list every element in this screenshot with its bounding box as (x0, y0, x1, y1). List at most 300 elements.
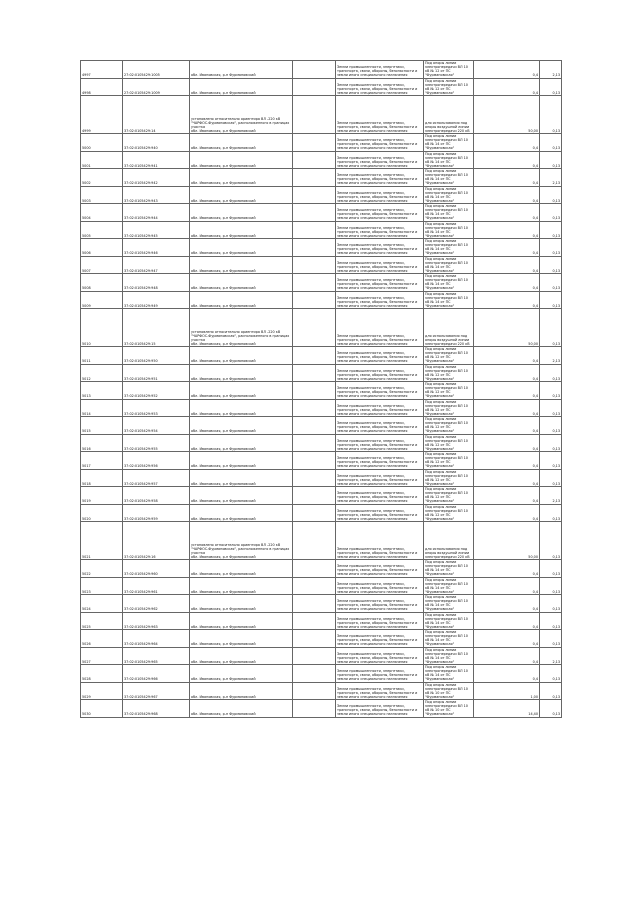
address-cell (190, 665, 293, 683)
address: обл. Ивановская, р-н Фурмановский (191, 128, 256, 133)
address: обл. Ивановская, р-н Фурмановский (191, 624, 256, 629)
cadastral-number: 37:02:0105429:965 (123, 647, 190, 665)
empty-cell (293, 487, 336, 505)
address: обл. Ивановская, р-н Фурмановский (191, 712, 256, 717)
cadastral-number: 37:02:0105429:966 (123, 665, 190, 683)
area-value: 0,4 (474, 61, 540, 79)
values-cell (540, 612, 562, 630)
address: обл. Ивановская, р-н Фурмановский (191, 163, 256, 168)
address: обл. Ивановская, р-н Фурмановский (191, 481, 256, 486)
address: обл. Ивановская, р-н Фурмановский (191, 90, 256, 95)
area-value: 0,4 (474, 417, 540, 435)
land-category: Земли промышленности, энергетики, транспорта, связи, обороны, безопасности и земли иного специального назначения (336, 169, 424, 187)
land-category: Земли промышленности, энергетики, транспорта, связи, обороны, безопасности и земли иного специального назначения (336, 452, 424, 470)
land-category: Земли промышленности, энергетики, транспорта, связи, обороны, безопасности и земли иного специального назначения (336, 274, 424, 292)
permitted-use: Под опоры линии электропередачи ВЛ 10 кВ № 12 от ПС "Фурмановская" (424, 61, 474, 79)
table-row (81, 96, 562, 134)
rate-value: 2,13 (552, 499, 560, 504)
table-row (81, 186, 562, 204)
address-cell (190, 417, 293, 435)
table-row (81, 487, 562, 505)
row-number: 5018 (81, 469, 123, 487)
area-value: 0,4 (474, 469, 540, 487)
land-category: Земли промышленности, энергетики, транспорта, связи, обороны, безопасности и земли иного специального назначения (336, 61, 424, 79)
land-plots-table (80, 60, 562, 718)
area-value: 0,4 (474, 504, 540, 522)
row-number: 5030 (81, 700, 123, 718)
address-cell (190, 239, 293, 257)
permitted-use: Под опоры линии электропередачи ВЛ 10 кВ № 14 от ПС "Фурмановская" (424, 560, 474, 578)
permitted-use: Под опоры линии электропередачи ВЛ 10 кВ № 14 от ПС "Фурмановская" (424, 291, 474, 309)
values-cell (540, 504, 562, 522)
cadastral-number: 37:02:0105429:945 (123, 221, 190, 239)
land-category: Земли промышленности, энергетики, транспорта, связи, обороны, безопасности и земли иного специального назначения (336, 96, 424, 134)
table-row (81, 577, 562, 595)
address-cell (190, 452, 293, 470)
land-category: Земли промышленности, энергетики, транспорта, связи, обороны, безопасности и земли иного специального назначения (336, 382, 424, 400)
cadastral-number: 37:02:0105429:952 (123, 382, 190, 400)
permitted-use: Под опоры линии электропередачи ВЛ 10 кВ № 12 от ПС "Фурмановская" (424, 399, 474, 417)
row-number: 5026 (81, 630, 123, 648)
area-value: 0,4 (474, 364, 540, 382)
permitted-use: Под опоры линии электропередачи ВЛ 10 кВ № 14 от ПС "Фурмановская" (424, 221, 474, 239)
permitted-use: Под опоры линии электропередачи ВЛ 10 кВ № 14 от ПС "Фурмановская" (424, 647, 474, 665)
empty-cell (293, 274, 336, 292)
address: обл. Ивановская, р-н Фурмановский (191, 607, 256, 612)
area-value: 0,4 (474, 134, 540, 152)
values-cell (540, 630, 562, 648)
address-cell (190, 151, 293, 169)
address: обл. Ивановская, р-н Фурмановский (191, 411, 256, 416)
address-cell (190, 309, 293, 347)
address: обл. Ивановская, р-н Фурмановский (191, 286, 256, 291)
empty-cell (293, 221, 336, 239)
land-category: Земли промышленности, энергетики, транспорта, связи, обороны, безопасности и земли иного специального назначения (336, 239, 424, 257)
land-category: Земли промышленности, энергетики, транспорта, связи, обороны, безопасности и земли иного специального назначения (336, 309, 424, 347)
address-cell (190, 577, 293, 595)
location-note: установлено относительно ориентира ВЛ -220 кВ "ЧАРФОС-Фурмановская", расположенного в границах участка (191, 116, 290, 129)
permitted-use: Под опоры линии электропередачи ВЛ 10 кВ № 14 от ПС "Фурмановская" (424, 630, 474, 648)
rate-value: 0,13 (552, 411, 560, 416)
permitted-use: Под опоры линии электропередачи ВЛ 10 кВ № 14 от ПС "Фурмановская" (424, 612, 474, 630)
address: обл. Ивановская, р-н Фурмановский (191, 233, 256, 238)
permitted-use: Под опоры линии электропередачи ВЛ 10 кВ № 12 от ПС "Фурмановская" (424, 364, 474, 382)
row-number: 5009 (81, 291, 123, 309)
rate-value: 0,13 (552, 268, 560, 273)
rate-value: 2,13 (552, 659, 560, 664)
row-number: 5001 (81, 151, 123, 169)
land-category: Земли промышленности, энергетики, транспорта, связи, обороны, безопасности и земли иного специального назначения (336, 630, 424, 648)
values-cell (540, 151, 562, 169)
land-category: Земли промышленности, энергетики, транспорта, связи, обороны, безопасности и земли иного специального назначения (336, 647, 424, 665)
permitted-use: Под опоры линии электропередачи ВЛ 10 кВ № 14 от ПС "Фурмановская" (424, 186, 474, 204)
table-row (81, 134, 562, 152)
permitted-use: Под опоры линии электропередачи ВЛ 10 кВ № 12 от ПС "Фурмановская" (424, 487, 474, 505)
land-category: Земли промышленности, энергетики, транспорта, связи, обороны, безопасности и земли иного специального назначения (336, 364, 424, 382)
table-row (81, 151, 562, 169)
table-row (81, 309, 562, 347)
area-value: 50,00 (474, 309, 540, 347)
cadastral-number: 37:02:0105429:951 (123, 364, 190, 382)
table-row (81, 630, 562, 648)
rate-value: 2,13 (552, 73, 560, 78)
area-value: 0,4 (474, 630, 540, 648)
rate-value: 0,13 (552, 146, 560, 151)
address-cell (190, 61, 293, 79)
permitted-use: Под опоры линии электропередачи ВЛ 10 кВ № 12 от ПС "Фурмановская" (424, 78, 474, 96)
table-row (81, 204, 562, 222)
land-category: Земли промышленности, энергетики, транспорта, связи, обороны, безопасности и земли иного специального назначения (336, 469, 424, 487)
area-value: 0,4 (474, 452, 540, 470)
values-cell (540, 382, 562, 400)
empty-cell (293, 151, 336, 169)
address-cell (190, 204, 293, 222)
cadastral-number: 37:02:0105429:16 (123, 522, 190, 560)
empty-cell (293, 204, 336, 222)
address: обл. Ивановская, р-н Фурмановский (191, 694, 256, 699)
land-category: Земли промышленности, энергетики, транспорта, связи, обороны, безопасности и земли иного специального назначения (336, 504, 424, 522)
empty-cell (293, 96, 336, 134)
values-cell (540, 595, 562, 613)
row-number: 5007 (81, 256, 123, 274)
values-cell (540, 274, 562, 292)
rate-value: 2,13 (552, 181, 560, 186)
rate-value: 0,13 (552, 481, 560, 486)
land-category: Земли промышленности, энергетики, транспорта, связи, обороны, безопасности и земли иного специального назначения (336, 134, 424, 152)
address-cell (190, 469, 293, 487)
rate-value: 0,13 (552, 589, 560, 594)
rate-value: 0,13 (552, 341, 560, 346)
address-cell (190, 682, 293, 700)
rate-value: 0,13 (552, 128, 560, 133)
area-value: 0,4 (474, 434, 540, 452)
values-cell (540, 347, 562, 365)
values-cell (540, 452, 562, 470)
row-number: 5016 (81, 434, 123, 452)
values-cell (540, 169, 562, 187)
address: обл. Ивановская, р-н Фурмановский (191, 341, 256, 346)
land-category: Земли промышленности, энергетики, транспорта, связи, обороны, безопасности и земли иного специального назначения (336, 186, 424, 204)
land-category: Земли промышленности, энергетики, транспорта, связи, обороны, безопасности и земли иного специального назначения (336, 291, 424, 309)
values-cell (540, 309, 562, 347)
address-cell (190, 612, 293, 630)
permitted-use: Под опоры линии электропередачи ВЛ 10 кВ № 14 от ПС "Фурмановская" (424, 151, 474, 169)
area-value: 14,40 (474, 700, 540, 718)
table-row (81, 700, 562, 718)
address: обл. Ивановская, р-н Фурмановский (191, 642, 256, 647)
rate-value: 0,13 (552, 624, 560, 629)
table-row (81, 595, 562, 613)
table-row (81, 434, 562, 452)
rate-value: 0,13 (552, 286, 560, 291)
land-category: Земли промышленности, энергетики, транспорта, связи, обороны, безопасности и земли иного специального назначения (336, 434, 424, 452)
row-number: 5015 (81, 417, 123, 435)
empty-cell (293, 417, 336, 435)
land-category: Земли промышленности, энергетики, транспорта, связи, обороны, безопасности и земли иного специального назначения (336, 78, 424, 96)
row-number: 5028 (81, 665, 123, 683)
table-row (81, 682, 562, 700)
location-note: установлено относительно ориентира ВЛ -220 кВ "ЧАРФОС-Фурмановская", расположенного в границах участка (191, 542, 290, 555)
rate-value: 0,13 (552, 642, 560, 647)
rate-value: 0,13 (552, 251, 560, 256)
land-category: Земли промышленности, энергетики, транспорта, связи, обороны, безопасности и земли иного специального назначения (336, 151, 424, 169)
values-cell (540, 221, 562, 239)
values-cell (540, 134, 562, 152)
area-value: 0,4 (474, 204, 540, 222)
address: обл. Ивановская, р-н Фурмановский (191, 146, 256, 151)
permitted-use: Под опоры линии электропередачи ВЛ 10 кВ № 14 от ПС "Фурмановская" (424, 204, 474, 222)
table-row (81, 665, 562, 683)
area-value: 0,4 (474, 151, 540, 169)
empty-cell (293, 630, 336, 648)
area-value: 0,4 (474, 169, 540, 187)
row-number: 5012 (81, 364, 123, 382)
permitted-use: Под опоры линии электропередачи ВЛ 10 кВ № 12 от ПС "Фурмановская" (424, 434, 474, 452)
address: обл. Ивановская, р-н Фурмановский (191, 181, 256, 186)
spreadsheet-page (80, 60, 561, 718)
area-value: 0,4 (474, 347, 540, 365)
rate-value: 0,13 (552, 516, 560, 521)
cadastral-number: 37:02:0105429:950 (123, 347, 190, 365)
row-number: 5010 (81, 309, 123, 347)
empty-cell (293, 364, 336, 382)
values-cell (540, 291, 562, 309)
row-number: 5022 (81, 560, 123, 578)
area-value: 0,4 (474, 487, 540, 505)
land-category: Земли промышленности, энергетики, транспорта, связи, обороны, безопасности и земли иного специального назначения (336, 347, 424, 365)
area-value: 0,4 (474, 595, 540, 613)
area-value: 0,4 (474, 577, 540, 595)
table-row (81, 78, 562, 96)
table-row (81, 612, 562, 630)
address: обл. Ивановская, р-н Фурмановский (191, 677, 256, 682)
area-value: 0,4 (474, 560, 540, 578)
empty-cell (293, 291, 336, 309)
address-cell (190, 221, 293, 239)
area-value: 0,4 (474, 612, 540, 630)
land-category: Земли промышленности, энергетики, транспорта, связи, обороны, безопасности и земли иного специального назначения (336, 522, 424, 560)
values-cell (540, 522, 562, 560)
area-value: 0,4 (474, 399, 540, 417)
address-cell (190, 96, 293, 134)
table-row (81, 647, 562, 665)
permitted-use: Под опоры линии электропередачи ВЛ 10 кВ № 14 от ПС "Фурмановская" (424, 169, 474, 187)
land-category: Земли промышленности, энергетики, транспорта, связи, обороны, безопасности и земли иного специального назначения (336, 595, 424, 613)
address-cell (190, 595, 293, 613)
cadastral-number: 37:02:0105429:967 (123, 682, 190, 700)
empty-cell (293, 186, 336, 204)
values-cell (540, 469, 562, 487)
address: обл. Ивановская, р-н Фурмановский (191, 376, 256, 381)
address-cell (190, 256, 293, 274)
empty-cell (293, 577, 336, 595)
address-cell (190, 169, 293, 187)
empty-cell (293, 399, 336, 417)
permitted-use: Под опоры линии электропередачи ВЛ 10 кВ № 14 от ПС "Фурмановская" (424, 256, 474, 274)
address-cell (190, 399, 293, 417)
empty-cell (293, 682, 336, 700)
empty-cell (293, 647, 336, 665)
row-number: 4999 (81, 96, 123, 134)
row-number: 5021 (81, 522, 123, 560)
empty-cell (293, 61, 336, 79)
empty-cell (293, 612, 336, 630)
cadastral-number: 37:02:0105429:959 (123, 504, 190, 522)
land-category: Земли промышленности, энергетики, транспорта, связи, обороны, безопасности и земли иного специального назначения (336, 577, 424, 595)
land-category: Земли промышленности, энергетики, транспорта, связи, обороны, безопасности и земли иного специального назначения (336, 417, 424, 435)
row-number: 5004 (81, 204, 123, 222)
permitted-use: для использования под опоры воздушной линии электропередачи 220 кВ (424, 96, 474, 134)
permitted-use: Под опоры линии электропередачи ВЛ 10 кВ № 14 от ПС "Фурмановская" (424, 577, 474, 595)
area-value: 0,4 (474, 274, 540, 292)
row-number: 5020 (81, 504, 123, 522)
permitted-use: Под опоры линии электропередачи ВЛ 10 кВ № 12 от ПС "Фурмановская" (424, 417, 474, 435)
area-value: 0,4 (474, 186, 540, 204)
cadastral-number: 37:02:0105429:968 (123, 700, 190, 718)
table-row (81, 417, 562, 435)
rate-value: 0,13 (552, 394, 560, 399)
empty-cell (293, 452, 336, 470)
land-category: Земли промышленности, энергетики, транспорта, связи, обороны, безопасности и земли иного специального назначения (336, 256, 424, 274)
rate-value: 0,13 (552, 446, 560, 451)
cadastral-number: 37:02:0105429:960 (123, 560, 190, 578)
permitted-use: Под опоры линии электропередачи ВЛ 10 кВ № 14 от ПС "Фурмановская" (424, 665, 474, 683)
cadastral-number: 37:02:0105429:958 (123, 487, 190, 505)
area-value: 0,4 (474, 256, 540, 274)
values-cell (540, 256, 562, 274)
land-category: Земли промышленности, энергетики, транспорта, связи, обороны, безопасности и земли иного специального назначения (336, 399, 424, 417)
rate-value: 0,13 (552, 464, 560, 469)
empty-cell (293, 469, 336, 487)
permitted-use: для использования под опоры воздушной линии электропередачи 220 кВ (424, 522, 474, 560)
table-row (81, 399, 562, 417)
rate-value: 0,13 (552, 554, 560, 559)
address-cell (190, 364, 293, 382)
address: обл. Ивановская, р-н Фурмановский (191, 554, 256, 559)
rate-value: 0,13 (552, 712, 560, 717)
empty-cell (293, 700, 336, 718)
rate-value: 0,13 (552, 198, 560, 203)
permitted-use: Под опоры линии электропередачи ВЛ 10 кВ № 12 от ПС "Фурмановская" (424, 347, 474, 365)
land-category: Земли промышленности, энергетики, транспорта, связи, обороны, безопасности и земли иного специального назначения (336, 612, 424, 630)
values-cell (540, 61, 562, 79)
table-row (81, 169, 562, 187)
address: обл. Ивановская, р-н Фурмановский (191, 268, 256, 273)
permitted-use: Под опоры линии электропередачи ВЛ 10 кВ № 10 от ПС "Фурмановская" (424, 682, 474, 700)
values-cell (540, 682, 562, 700)
row-number: 5029 (81, 682, 123, 700)
values-cell (540, 417, 562, 435)
rate-value: 0,13 (552, 303, 560, 308)
row-number: 5023 (81, 577, 123, 595)
cadastral-number: 37:02:0105429:957 (123, 469, 190, 487)
table-row (81, 504, 562, 522)
rate-value: 0,13 (552, 376, 560, 381)
row-number: 4997 (81, 61, 123, 79)
permitted-use: Под опоры линии электропередачи ВЛ 10 кВ № 14 от ПС "Фурмановская" (424, 134, 474, 152)
permitted-use: Под опоры линии электропередачи ВЛ 10 кВ № 14 от ПС "Фурмановская" (424, 595, 474, 613)
address-cell (190, 504, 293, 522)
cadastral-number: 37:02:0105429:949 (123, 291, 190, 309)
address-cell (190, 291, 293, 309)
empty-cell (293, 665, 336, 683)
address: обл. Ивановская, р-н Фурмановский (191, 499, 256, 504)
cadastral-number: 37:02:0105429:956 (123, 452, 190, 470)
values-cell (540, 487, 562, 505)
address-cell (190, 347, 293, 365)
address: обл. Ивановская, р-н Фурмановский (191, 73, 256, 78)
table-row (81, 347, 562, 365)
cadastral-number: 37:02:0105429:15 (123, 309, 190, 347)
empty-cell (293, 239, 336, 257)
rate-value: 0,13 (552, 572, 560, 577)
values-cell (540, 78, 562, 96)
table-row (81, 291, 562, 309)
row-number: 5005 (81, 221, 123, 239)
empty-cell (293, 560, 336, 578)
cadastral-number: 37:02:0105429:948 (123, 274, 190, 292)
address: обл. Ивановская, р-н Фурмановский (191, 198, 256, 203)
address: обл. Ивановская, р-н Фурмановский (191, 464, 256, 469)
row-number: 5008 (81, 274, 123, 292)
land-category: Земли промышленности, энергетики, транспорта, связи, обороны, безопасности и земли иного специального назначения (336, 700, 424, 718)
table-row (81, 522, 562, 560)
empty-cell (293, 134, 336, 152)
table-row (81, 560, 562, 578)
rate-value: 0,13 (552, 163, 560, 168)
address-cell (190, 78, 293, 96)
table-row (81, 452, 562, 470)
permitted-use: Под опоры линии электропередачи ВЛ 10 кВ № 12 от ПС "Фурмановская" (424, 504, 474, 522)
values-cell (540, 665, 562, 683)
rate-value: 0,13 (552, 694, 560, 699)
land-category: Земли промышленности, энергетики, транспорта, связи, обороны, безопасности и земли иного специального назначения (336, 204, 424, 222)
address: обл. Ивановская, р-н Фурмановский (191, 303, 256, 308)
area-value: 0,4 (474, 291, 540, 309)
empty-cell (293, 78, 336, 96)
empty-cell (293, 347, 336, 365)
address: обл. Ивановская, р-н Фурмановский (191, 429, 256, 434)
row-number: 5000 (81, 134, 123, 152)
empty-cell (293, 504, 336, 522)
area-value: 0,4 (474, 221, 540, 239)
values-cell (540, 364, 562, 382)
values-cell (540, 186, 562, 204)
area-value: 1,00 (474, 682, 540, 700)
empty-cell (293, 256, 336, 274)
row-number: 5006 (81, 239, 123, 257)
area-value: 0,4 (474, 239, 540, 257)
area-value: 0,4 (474, 382, 540, 400)
rate-value: 0,13 (552, 607, 560, 612)
address-cell (190, 186, 293, 204)
values-cell (540, 647, 562, 665)
values-cell (540, 700, 562, 718)
values-cell (540, 239, 562, 257)
row-number: 5017 (81, 452, 123, 470)
cadastral-number: 27:02:0105429:1005 (123, 61, 190, 79)
permitted-use: Под опоры линии электропередачи ВЛ 10 кВ № 12 от ПС "Фурмановская" (424, 452, 474, 470)
values-cell (540, 399, 562, 417)
rate-value: 0,13 (552, 90, 560, 95)
area-value: 50,00 (474, 522, 540, 560)
address: обл. Ивановская, р-н Фурмановский (191, 659, 256, 664)
address: обл. Ивановская, р-н Фурмановский (191, 446, 256, 451)
table-row (81, 61, 562, 79)
area-value: 0,4 (474, 665, 540, 683)
permitted-use: Под опоры линии электропередачи ВЛ 10 кВ № 10 от ПС "Фурмановская" (424, 700, 474, 718)
cadastral-number: 37:02:0105429:953 (123, 399, 190, 417)
